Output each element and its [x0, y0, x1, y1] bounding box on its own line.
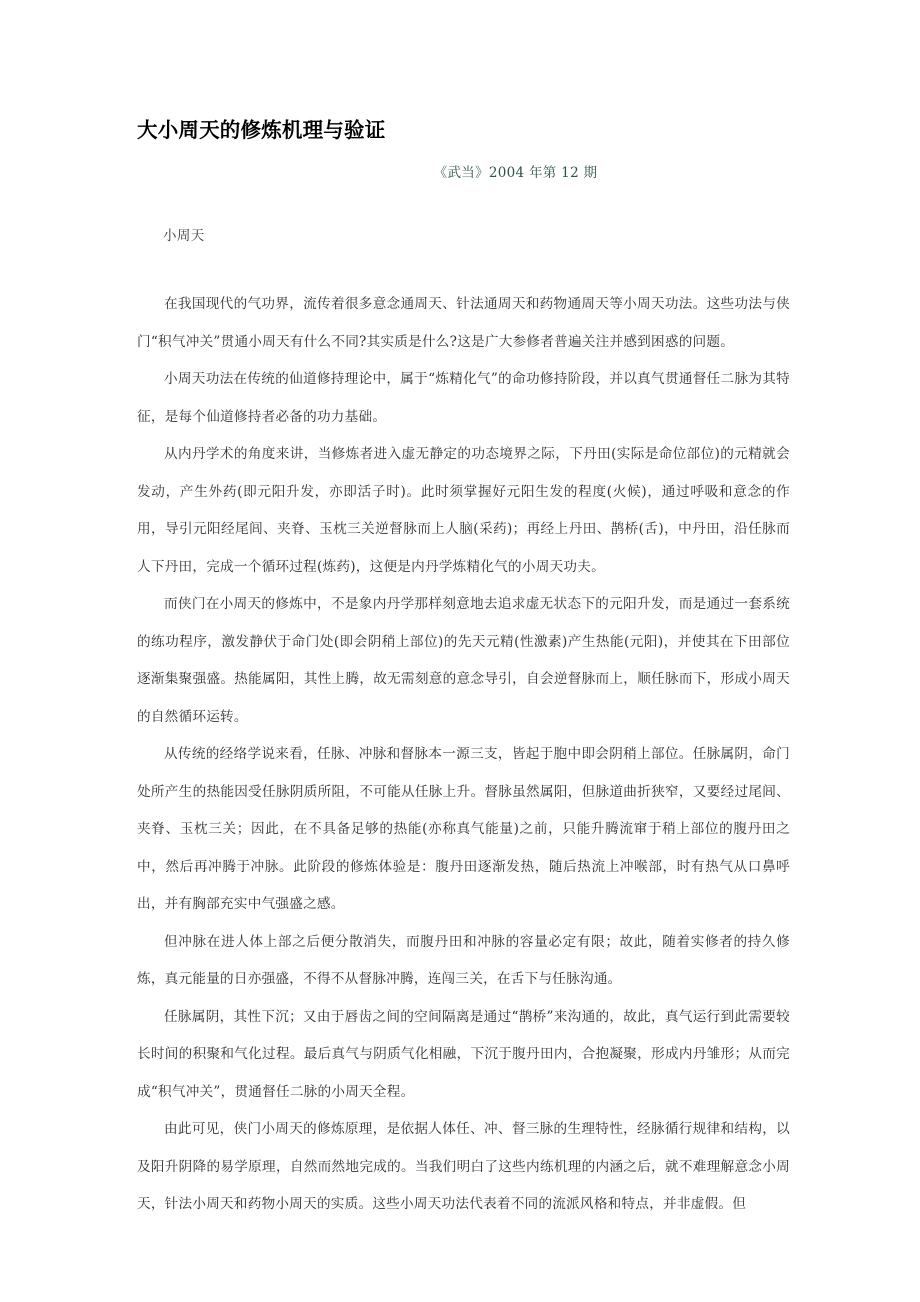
source-citation: 《武当》2004 年第 12 期 — [433, 165, 598, 181]
paragraph: 由此可见，侠门小周天的修炼原理，是依据人体任、冲、督三脉的生理特性，经脉循行规律和结构，以及阳升阴降的易学原理，自然而然地完成的。当我们明白了这些内练机理的内涵之后，就不难理解意念小周天，针法小周天和药物小周天的实质。这些小周天功法代表着不同的流派风格和特点，并非虚假。但 — [137, 1121, 790, 1212]
paragraph: 小周天功法在传统的仙道修持理论中，属于“炼精化气”的命功修持阶段，并以真气贯通督任二脉为其特征，是每个仙道修持者必备的功力基础。 — [137, 371, 790, 425]
page-title: 大小周天的修炼机理与验证 — [137, 118, 386, 142]
article-body — [137, 286, 790, 1224]
paragraph: 在我国现代的气功界，流传着很多意念通周天、针法通周天和药物通周天等小周天功法。这些功法与侠门“积气冲关”贯通小周天有什么不同?其实质是什么?这是广大参修者普遍关注并感到困惑的问题。 — [137, 296, 790, 350]
paragraph: 从传统的经络学说来看，任脉、冲脉和督脉本一源三支，皆起于胞中即会阴稍上部位。任脉属阴，命门处所产生的热能因受任脉阴质所阻，不可能从任脉上升。督脉虽然属阳，但脉道曲折狭窄，又要经过尾闾、夹脊、玉枕三关；因此，在不具备足够的热能(亦称真气能量)之前，只能升腾流窜于稍上部位的腹丹田之中，然后再冲腾于冲脉。此阶段的修炼体验是：腹丹田逐渐发热，随后热流上冲喉部，时有热气从口鼻呼出，并有胸部充实中气强盛之感。 — [137, 746, 790, 912]
paragraph: 任脉属阴，其性下沉；又由于唇齿之间的空间隔离是通过“鹊桥”来沟通的，故此，真气运行到此需要较长时间的积聚和气化过程。最后真气与阴质气化相融，下沉于腹丹田内，合抱凝聚，形成内丹雏形；从而完成“积气冲关”，贯通督任二脉的小周天全程。 — [137, 1008, 790, 1100]
paragraph: 但冲脉在进人体上部之后便分散消失，而腹丹田和冲脉的容量必定有限；故此，随着实修者的持久修炼，真元能量的日亦强盛，不得不从督脉冲腾，连闯三关，在舌下与任脉沟通。 — [137, 933, 790, 987]
section-heading: 小周天 — [163, 228, 205, 244]
paragraph: 而侠门在小周天的修炼中，不是象内丹学那样刻意地去追求虚无状态下的元阳升发，而是通过一套系统的练功程序，激发静伏于命门处(即会阴稍上部位)的先天元精(性激素)产生热能(元阳)，并使其在下田部位逐渐集聚强盛。热能属阳，其性上腾，故无需刻意的意念导引，自会逆督脉而上，顺任脉而下，形成小周天的自然循环运转。 — [137, 596, 790, 725]
paragraph: 从内丹学术的角度来讲，当修炼者进入虚无静定的功态境界之际，下丹田(实际是命位部位)的元精就会发动，产生外药(即元阳升发，亦即活子时)。此时须掌握好元阳生发的程度(火候)，通过呼吸和意念的作用，导引元阳经尾闾、夹脊、玉枕三关逆督脉而上人脑(采药)；再经上丹田、鹊桥(舌)，中丹田，沿任脉而人下丹田，完成一个循环过程(炼药)，这便是内丹学炼精化气的小周天功夫。 — [137, 446, 790, 575]
